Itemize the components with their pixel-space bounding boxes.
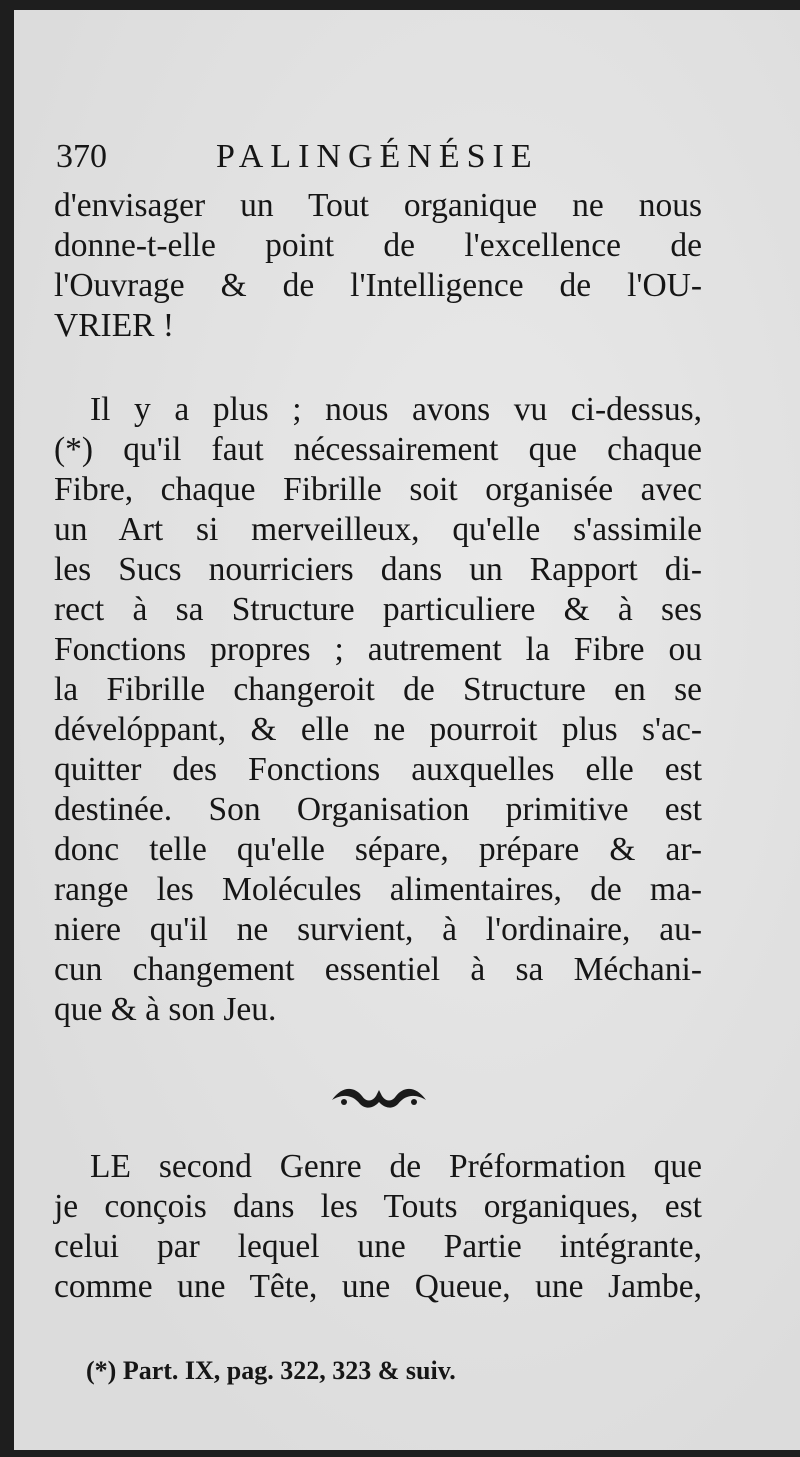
text-line: donc telle qu'elle sépare, prépare & ar- bbox=[54, 831, 702, 868]
text-line: comme une Tête, une Queue, une Jambe, bbox=[54, 1268, 702, 1305]
running-header bbox=[56, 138, 696, 184]
book-page bbox=[14, 10, 800, 1450]
running-title: PALINGÉNÉSIE bbox=[216, 138, 539, 175]
text-line: VRIER ! bbox=[54, 307, 175, 344]
paragraph-2 bbox=[54, 390, 702, 1030]
text-line: Fibre, chaque Fibrille soit organisée avec bbox=[54, 471, 702, 508]
text-line: que & à son Jeu. bbox=[54, 991, 277, 1028]
text-line: Fonctions propres ; autrement la Fibre ou bbox=[54, 631, 702, 668]
text-line: donne-t-elle point de l'excellence de bbox=[54, 227, 702, 264]
text-line: rect à sa Structure particuliere & à ses bbox=[54, 591, 702, 628]
text-line: LE second Genre de Préformation que bbox=[90, 1148, 702, 1185]
text-line: niere qu'il ne survient, à l'ordinaire, au- bbox=[54, 911, 702, 948]
paragraph-3 bbox=[54, 1147, 702, 1307]
text-line: Il y a plus ; nous avons vu ci-dessus, bbox=[90, 391, 702, 428]
text-line: un Art si merveilleux, qu'elle s'assimile bbox=[54, 511, 702, 548]
footnote: (*) Part. IX, pag. 322, 323 & suiv. bbox=[86, 1356, 456, 1385]
text-line: cun changement essentiel à sa Méchani- bbox=[54, 951, 702, 988]
text-line: les Sucs nourriciers dans un Rapport di- bbox=[54, 551, 702, 588]
text-line: celui par lequel une Partie intégrante, bbox=[54, 1228, 702, 1265]
page-number: 370 bbox=[56, 138, 107, 175]
text-line: la Fibrille changeroit de Structure en se bbox=[54, 671, 702, 708]
fleuron-ornament bbox=[324, 1082, 434, 1112]
text-line: range les Molécules alimentaires, de ma- bbox=[54, 871, 702, 908]
text-line: je conçois dans les Touts organiques, est bbox=[54, 1188, 702, 1225]
text-line: dévelóppant, & elle ne pourroit plus s'ac- bbox=[54, 711, 702, 748]
text-line: (*) qu'il faut nécessairement que chaque bbox=[54, 431, 702, 468]
text-line: l'Ouvrage & de l'Intelligence de l'OU- bbox=[54, 267, 702, 304]
text-line: quitter des Fonctions auxquelles elle est bbox=[54, 751, 702, 788]
paragraph-1 bbox=[54, 186, 702, 346]
text-line: d'envisager un Tout organique ne nous bbox=[54, 187, 702, 224]
text-line: destinée. Son Organisation primitive est bbox=[54, 791, 702, 828]
